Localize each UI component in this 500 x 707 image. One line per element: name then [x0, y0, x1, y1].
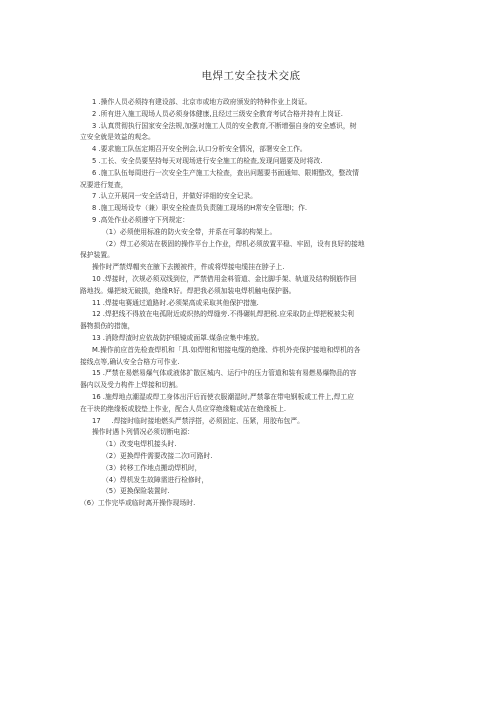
clause-16-cont: 在干块的绝缘板或胶垫上作业，配合人员应穿绝缘鞋或站在绝缘板上.	[80, 404, 287, 413]
operation-note: 操作时严禁焊帽夹在腋下去搬被件，件或将焊接电缆挂在脖子上.	[92, 263, 285, 272]
clause-10: 10 .焊接时，次规必须双线到位，严禁借用金料管道、金比脚手架、轨道及结构钢筋作回	[92, 274, 357, 283]
clause-9-item-2-cont: 保护装置。	[80, 251, 114, 260]
clause-3: 3 .认真贯彻执行国家安全法规,加强对施工人员的安全教育,不断增强自身的安全感识，树	[92, 121, 357, 130]
clause-2: 2 .所有进入施工现场人员必须身体健康,且经过三级安全教育考试合格并持有上岗证.	[92, 109, 343, 118]
clause-5: 5 .工长、安全员要坚持每天对现场进行安全施工的检查,发现问题要及时将改.	[92, 156, 323, 165]
clause-9: 9 .高处作业必须遵守下列规定：	[92, 215, 190, 224]
clause-4: 4 .要求施工队伍定期召开安全例会,认口分析安全情况，部署安全工作。	[92, 145, 307, 154]
clause-12: 12 .焊把线不得放在电孤附近或炽热的焊缝旁.不得碾轧焊把税.应采取防止焊把税被尖利	[92, 310, 354, 319]
clause-7: 7 .认立开展同一安全活动日，并做好详细的安全记录。	[92, 192, 257, 201]
power-off-item-3: （3）转移工作地点搬动焊机时，	[102, 463, 202, 472]
document-body	[80, 97, 440, 510]
clause-1: 1 .操作人员必须持有建设部、北京市或地方政府颁发的特种作业上岗证。	[92, 98, 312, 106]
clause-12-cont: 器物损伤的措施，	[80, 322, 135, 331]
clause-3-cont: 立安全就是效益的观念。	[80, 133, 155, 142]
clause-10-cont: 路地找。爆把坡无破损，绝缘R好。焊把我必须加装电焊机触电保护器。	[80, 286, 296, 295]
clause-14-cont: 接线点等,确认安全合格方可作业.	[80, 357, 180, 366]
power-off-item-4: （4）焊机发生故障需进行检修时，	[102, 475, 209, 484]
clause-15: 15 .严禁在易燃易爆气体或液体扩散区城内、运行中的压力管道和装有易燃易爆物品的容	[92, 369, 357, 378]
power-off-item-2: （2）更换焊件需要改接二次I可路时.	[102, 451, 213, 460]
power-off-heading: 操作时遇卜列情况必须切断电源：	[92, 428, 194, 437]
clause-6-cont: 况要进行复查，	[80, 180, 128, 189]
clause-11: 11 .焊接电赛通过道路时.必须架高或采取其他保护措施.	[92, 298, 259, 307]
clause-8: 8 .施工现场设专（兼）职安全检查员负责随工现场的H常安全管理I；作.	[92, 204, 308, 213]
clause-17: 17 .焊接时临时接地燃头严禁浮搭，必须固定、压紧，用胶布包严。	[92, 416, 304, 425]
clause-6: 6 .施工队伍每周进行一次安全生产施工大检查，查出问题要书面通知、限期整改，整改情	[92, 168, 359, 177]
clause-9-item-2: （2）焊工必须站在极固的操作平台上作业，焊机必须放置平稳、牢固，设有良好的接地	[102, 239, 365, 248]
power-off-item-1: （1）改变电焊机接头时.	[102, 440, 177, 449]
clause-16: 16 .施焊地点潮湿或焊工身体出汗后而使衣服潮湿时,严禁靠在带电钢板或工件上,焊工应	[92, 392, 354, 401]
document-title: 电焊工安全技术交底	[201, 70, 301, 82]
clause-9-item-1: （1）必须使用标准的防火安全带，并系在可靠的构架上。	[102, 227, 277, 236]
power-off-item-5: （5）更换保险装置时.	[102, 487, 170, 496]
clause-15-cont: 器内以及受力构件上焊接和切割。	[80, 381, 182, 390]
clause-13: 13 .消除焊渣时应依战防护眼镜或面罩.煤条应集中堆放。	[92, 333, 264, 342]
power-off-item-6: （6）工作完毕或临时离开操作现场时.	[80, 499, 196, 508]
clause-14: M.操作前应首先检查焊机和「具.如焊钳和钳接电缆的绝缘、炸机外壳保护接地和焊机的各	[92, 345, 361, 354]
